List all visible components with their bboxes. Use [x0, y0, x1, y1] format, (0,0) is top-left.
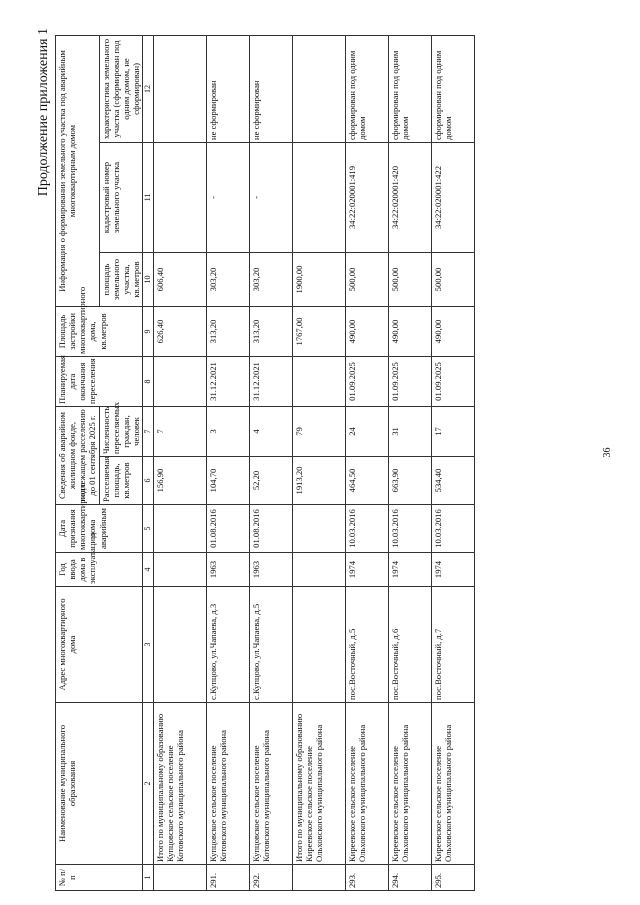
cell-num: 292. [249, 865, 292, 891]
cell-char: не сформирован [249, 35, 292, 142]
table-row [249, 35, 292, 890]
header-group-avar: Сведения об аварийном жилищном фонде, подлежащем расселению до 01 сентября 2025 г. [56, 406, 100, 504]
cell-date: 10.03.2016 [431, 505, 474, 553]
cell-people: 31 [388, 406, 431, 456]
col-number: 6 [143, 457, 153, 505]
cell-num [153, 865, 206, 891]
cell-built: 490,00 [388, 306, 431, 356]
cell-mo: Купцовское сельское поселение Котовского муниципального района [249, 703, 292, 865]
cell-year: 1974 [345, 553, 388, 587]
cell-date: 10.03.2016 [388, 505, 431, 553]
appendix-caption: Продолжение приложения 1 [36, 28, 51, 197]
cell-area: 663,90 [388, 457, 431, 505]
cell-char: не сформирован [206, 35, 249, 142]
cell-cad: 34:22:020001:422 [431, 142, 474, 252]
cell-num: 291. [206, 865, 249, 891]
total-row [153, 35, 206, 890]
cell-area: 156,90 [153, 457, 206, 505]
cell-area: 464,50 [345, 457, 388, 505]
cell-people: 79 [292, 406, 345, 456]
housing-table [55, 35, 475, 891]
col-number: 4 [143, 553, 153, 587]
table-row [431, 35, 474, 890]
cell-people: 17 [431, 406, 474, 456]
cell-num [292, 865, 345, 891]
cell-year: 1963 [249, 553, 292, 587]
cell-year [153, 553, 206, 587]
cell-mo: Киреевское сельское поселение Ольховского муниципального района [431, 703, 474, 865]
cell-year [292, 553, 345, 587]
cell-mo: Киреевское сельское поселение Ольховского муниципального района [388, 703, 431, 865]
cell-people: 4 [249, 406, 292, 456]
cell-planned: 01.09.2025 [388, 356, 431, 406]
col-number: 2 [143, 703, 153, 865]
cell-address [153, 587, 206, 703]
cell-cad: 34:22:020001:419 [345, 142, 388, 252]
cell-people: 7 [153, 406, 206, 456]
cell-char [153, 35, 206, 142]
column-number-row [143, 35, 153, 890]
cell-address: пос.Восточный, д.6 [388, 587, 431, 703]
header-group-land: Информация о формировании земельного участка под аварийным многоквартирным домом [56, 35, 100, 306]
cell-num: 295. [431, 865, 474, 891]
header-date-recognition: Дата признания многоквартирного дома аварийным [56, 505, 143, 553]
cell-address: пос.Восточный, д.5 [345, 587, 388, 703]
cell-mo: Купцовское сельское поселение Котовского муниципального района [206, 703, 249, 865]
cell-mo: Киреевское сельское поселение Ольховского муниципального района [345, 703, 388, 865]
col-number: 5 [143, 505, 153, 553]
header-address: Адрес многоквартирного дома [56, 587, 143, 703]
cell-address: с.Купцово, ул.Чапаева, д.3 [206, 587, 249, 703]
cell-planned: 01.09.2025 [345, 356, 388, 406]
total-row [292, 35, 345, 890]
cell-area: 1913,20 [292, 457, 345, 505]
col-number: 3 [143, 587, 153, 703]
cell-planned: 01.09.2025 [431, 356, 474, 406]
table-row [345, 35, 388, 890]
cell-built: 490,00 [345, 306, 388, 356]
cell-land: 500,00 [345, 252, 388, 306]
col-number: 9 [143, 306, 153, 356]
cell-cad: 34:22:020001:420 [388, 142, 431, 252]
table-row [388, 35, 431, 890]
cell-planned: 31.12.2021 [249, 356, 292, 406]
header-area-resettle: Расселяемая площадь, кв.метров [99, 457, 143, 505]
cell-area: 52,20 [249, 457, 292, 505]
cell-char: сформирован под одним домом [388, 35, 431, 142]
header-land-area: площадь земельного участка, кв.метров [99, 252, 143, 306]
cell-people: 3 [206, 406, 249, 456]
cell-people: 24 [345, 406, 388, 456]
cell-built: 626,40 [153, 306, 206, 356]
cell-year: 1963 [206, 553, 249, 587]
cell-land: 1900,00 [292, 252, 345, 306]
col-number: 12 [143, 35, 153, 142]
cell-num: 293. [345, 865, 388, 891]
header-people: Численность переселяемых граждан, человек [99, 406, 143, 456]
col-number: 1 [143, 865, 153, 891]
cell-land: 303,20 [206, 252, 249, 306]
cell-planned: 31.12.2021 [206, 356, 249, 406]
cell-land: 303,20 [249, 252, 292, 306]
cell-char: сформирован под одним домом [345, 35, 388, 142]
cell-date [292, 505, 345, 553]
header-mo: Наименование муниципального образования [56, 703, 143, 865]
cell-year: 1974 [388, 553, 431, 587]
cell-year: 1974 [431, 553, 474, 587]
col-number: 8 [143, 356, 153, 406]
cell-char [292, 35, 345, 142]
cell-cad: - [249, 142, 292, 252]
header-land-char: характеристика земельного участка (сформирован под одним домом, не сформирован) [99, 35, 143, 142]
header-year: Год ввода дома в эксплуатацию [56, 553, 143, 587]
cell-cad: - [206, 142, 249, 252]
cell-date: 10.03.2016 [345, 505, 388, 553]
col-number: 10 [143, 252, 153, 306]
cell-planned [153, 356, 206, 406]
table-row [206, 35, 249, 890]
page-number: 36 [602, 447, 613, 458]
cell-land: 500,00 [431, 252, 474, 306]
cell-date: 01.08.2016 [206, 505, 249, 553]
col-number: 11 [143, 142, 153, 252]
cell-mo: Итого по муниципальному образованию Купцовское сельское поселение Котовского муниципального района [153, 703, 206, 865]
cell-date: 01.08.2016 [249, 505, 292, 553]
header-built-area: Площадь застройки многоквартирного дома, кв.метров [56, 306, 143, 356]
cell-area: 104,70 [206, 457, 249, 505]
cell-built: 313,20 [249, 306, 292, 356]
col-number: 7 [143, 406, 153, 456]
cell-cad [153, 142, 206, 252]
cell-built: 313,20 [206, 306, 249, 356]
cell-mo: Итого по муниципальному образованию Киреевское сельское поселение Ольховского муниципального района [292, 703, 345, 865]
cell-built: 1767,00 [292, 306, 345, 356]
cell-built: 490,00 [431, 306, 474, 356]
cell-address: с.Купцово, ул.Чапаева, д.5 [249, 587, 292, 703]
cell-planned [292, 356, 345, 406]
cell-land: 606,40 [153, 252, 206, 306]
cell-land: 500,00 [388, 252, 431, 306]
cell-cad [292, 142, 345, 252]
cell-address: пос.Восточный, д.7 [431, 587, 474, 703]
cell-area: 534,40 [431, 457, 474, 505]
cell-address [292, 587, 345, 703]
cell-num: 294. [388, 865, 431, 891]
cell-date [153, 505, 206, 553]
header-cadastral: кадастровый номер земельного участка [99, 142, 143, 252]
cell-char: сформирован под одним домом [431, 35, 474, 142]
header-num: № п/п [56, 865, 143, 891]
header-planned-date: Планируемая дата окончания переселения [56, 356, 143, 406]
